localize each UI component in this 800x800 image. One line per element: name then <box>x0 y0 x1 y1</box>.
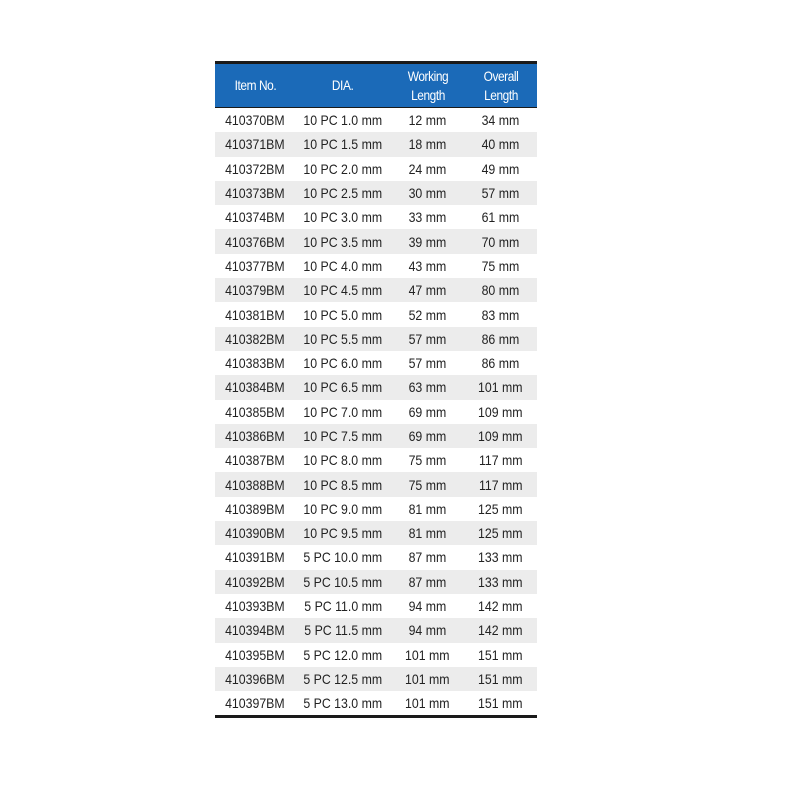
table-row <box>215 108 537 133</box>
cell-working-length: 43 mm <box>391 254 464 278</box>
cell-working-length: 81 mm <box>391 521 464 545</box>
cell-working-length: 94 mm <box>391 594 464 618</box>
table-body <box>215 108 537 717</box>
cell-overall-length: 83 mm <box>464 302 537 326</box>
header-overall-length: Overall Length <box>464 63 537 108</box>
cell-overall-length: 61 mm <box>464 205 537 229</box>
cell-dia: 5 PC 10.5 mm <box>295 570 391 594</box>
cell-working-length: 101 mm <box>391 691 464 717</box>
cell-item-no: 410384BM <box>215 375 295 399</box>
cell-dia: 10 PC 4.5 mm <box>295 278 391 302</box>
cell-item-no: 410392BM <box>215 570 295 594</box>
cell-item-no: 410388BM <box>215 472 295 496</box>
cell-working-length: 81 mm <box>391 497 464 521</box>
table-row <box>215 618 537 642</box>
cell-overall-length: 151 mm <box>464 667 537 691</box>
cell-dia: 10 PC 9.0 mm <box>295 497 391 521</box>
cell-dia: 10 PC 3.5 mm <box>295 229 391 253</box>
cell-working-length: 101 mm <box>391 643 464 667</box>
cell-item-no: 410377BM <box>215 254 295 278</box>
table-row <box>215 375 537 399</box>
cell-item-no: 410383BM <box>215 351 295 375</box>
spec-table <box>215 61 537 718</box>
cell-item-no: 410371BM <box>215 132 295 156</box>
cell-dia: 10 PC 8.5 mm <box>295 472 391 496</box>
cell-dia: 10 PC 5.0 mm <box>295 302 391 326</box>
cell-item-no: 410395BM <box>215 643 295 667</box>
cell-item-no: 410372BM <box>215 157 295 181</box>
cell-overall-length: 57 mm <box>464 181 537 205</box>
cell-overall-length: 133 mm <box>464 545 537 569</box>
cell-working-length: 87 mm <box>391 570 464 594</box>
cell-working-length: 75 mm <box>391 472 464 496</box>
table-row <box>215 497 537 521</box>
cell-item-no: 410393BM <box>215 594 295 618</box>
cell-item-no: 410381BM <box>215 302 295 326</box>
table-row <box>215 545 537 569</box>
cell-dia: 5 PC 10.0 mm <box>295 545 391 569</box>
cell-dia: 5 PC 11.5 mm <box>295 618 391 642</box>
cell-item-no: 410386BM <box>215 424 295 448</box>
cell-overall-length: 151 mm <box>464 643 537 667</box>
cell-working-length: 47 mm <box>391 278 464 302</box>
header-dia: DIA. <box>295 63 391 108</box>
table-row <box>215 254 537 278</box>
cell-item-no: 410389BM <box>215 497 295 521</box>
cell-overall-length: 49 mm <box>464 157 537 181</box>
cell-working-length: 52 mm <box>391 302 464 326</box>
table-row <box>215 448 537 472</box>
cell-item-no: 410396BM <box>215 667 295 691</box>
cell-overall-length: 75 mm <box>464 254 537 278</box>
cell-overall-length: 125 mm <box>464 521 537 545</box>
cell-dia: 5 PC 13.0 mm <box>295 691 391 717</box>
header-row <box>215 63 537 108</box>
table-row <box>215 132 537 156</box>
cell-dia: 10 PC 5.5 mm <box>295 327 391 351</box>
table-row <box>215 691 537 717</box>
cell-item-no: 410385BM <box>215 400 295 424</box>
cell-working-length: 12 mm <box>391 108 464 133</box>
cell-overall-length: 125 mm <box>464 497 537 521</box>
cell-working-length: 75 mm <box>391 448 464 472</box>
cell-dia: 10 PC 1.5 mm <box>295 132 391 156</box>
table-row <box>215 181 537 205</box>
cell-dia: 10 PC 7.5 mm <box>295 424 391 448</box>
cell-overall-length: 34 mm <box>464 108 537 133</box>
cell-working-length: 30 mm <box>391 181 464 205</box>
cell-item-no: 410391BM <box>215 545 295 569</box>
table-row <box>215 472 537 496</box>
table-row <box>215 302 537 326</box>
cell-overall-length: 80 mm <box>464 278 537 302</box>
cell-dia: 10 PC 8.0 mm <box>295 448 391 472</box>
cell-dia: 10 PC 9.5 mm <box>295 521 391 545</box>
cell-item-no: 410374BM <box>215 205 295 229</box>
cell-overall-length: 117 mm <box>464 472 537 496</box>
cell-overall-length: 109 mm <box>464 424 537 448</box>
cell-working-length: 33 mm <box>391 205 464 229</box>
cell-item-no: 410394BM <box>215 618 295 642</box>
cell-item-no: 410390BM <box>215 521 295 545</box>
table-row <box>215 327 537 351</box>
cell-dia: 10 PC 4.0 mm <box>295 254 391 278</box>
header-item-no: Item No. <box>215 63 295 108</box>
cell-overall-length: 101 mm <box>464 375 537 399</box>
cell-item-no: 410382BM <box>215 327 295 351</box>
cell-dia: 10 PC 3.0 mm <box>295 205 391 229</box>
cell-item-no: 410397BM <box>215 691 295 717</box>
table-row <box>215 570 537 594</box>
cell-working-length: 101 mm <box>391 667 464 691</box>
cell-dia: 10 PC 2.0 mm <box>295 157 391 181</box>
cell-working-length: 39 mm <box>391 229 464 253</box>
cell-item-no: 410370BM <box>215 108 295 133</box>
table-row <box>215 157 537 181</box>
cell-dia: 5 PC 11.0 mm <box>295 594 391 618</box>
table-row <box>215 643 537 667</box>
cell-overall-length: 151 mm <box>464 691 537 717</box>
cell-dia: 10 PC 1.0 mm <box>295 108 391 133</box>
cell-dia: 5 PC 12.5 mm <box>295 667 391 691</box>
cell-overall-length: 70 mm <box>464 229 537 253</box>
cell-overall-length: 117 mm <box>464 448 537 472</box>
table-row <box>215 594 537 618</box>
header-working-length: Working Length <box>391 63 464 108</box>
cell-overall-length: 142 mm <box>464 594 537 618</box>
cell-working-length: 69 mm <box>391 424 464 448</box>
cell-working-length: 63 mm <box>391 375 464 399</box>
cell-dia: 10 PC 2.5 mm <box>295 181 391 205</box>
cell-working-length: 57 mm <box>391 351 464 375</box>
cell-dia: 10 PC 6.5 mm <box>295 375 391 399</box>
cell-item-no: 410373BM <box>215 181 295 205</box>
cell-working-length: 18 mm <box>391 132 464 156</box>
table-row <box>215 667 537 691</box>
table-row <box>215 205 537 229</box>
cell-dia: 10 PC 7.0 mm <box>295 400 391 424</box>
cell-item-no: 410387BM <box>215 448 295 472</box>
cell-working-length: 24 mm <box>391 157 464 181</box>
cell-overall-length: 86 mm <box>464 351 537 375</box>
table-row <box>215 400 537 424</box>
table-row <box>215 278 537 302</box>
cell-overall-length: 86 mm <box>464 327 537 351</box>
cell-dia: 5 PC 12.0 mm <box>295 643 391 667</box>
cell-item-no: 410376BM <box>215 229 295 253</box>
cell-overall-length: 109 mm <box>464 400 537 424</box>
cell-item-no: 410379BM <box>215 278 295 302</box>
cell-working-length: 87 mm <box>391 545 464 569</box>
table-row <box>215 351 537 375</box>
cell-overall-length: 133 mm <box>464 570 537 594</box>
cell-working-length: 94 mm <box>391 618 464 642</box>
table-header <box>215 63 537 108</box>
cell-overall-length: 142 mm <box>464 618 537 642</box>
cell-working-length: 57 mm <box>391 327 464 351</box>
table-row <box>215 229 537 253</box>
table-row <box>215 424 537 448</box>
table-row <box>215 521 537 545</box>
cell-working-length: 69 mm <box>391 400 464 424</box>
cell-overall-length: 40 mm <box>464 132 537 156</box>
cell-dia: 10 PC 6.0 mm <box>295 351 391 375</box>
